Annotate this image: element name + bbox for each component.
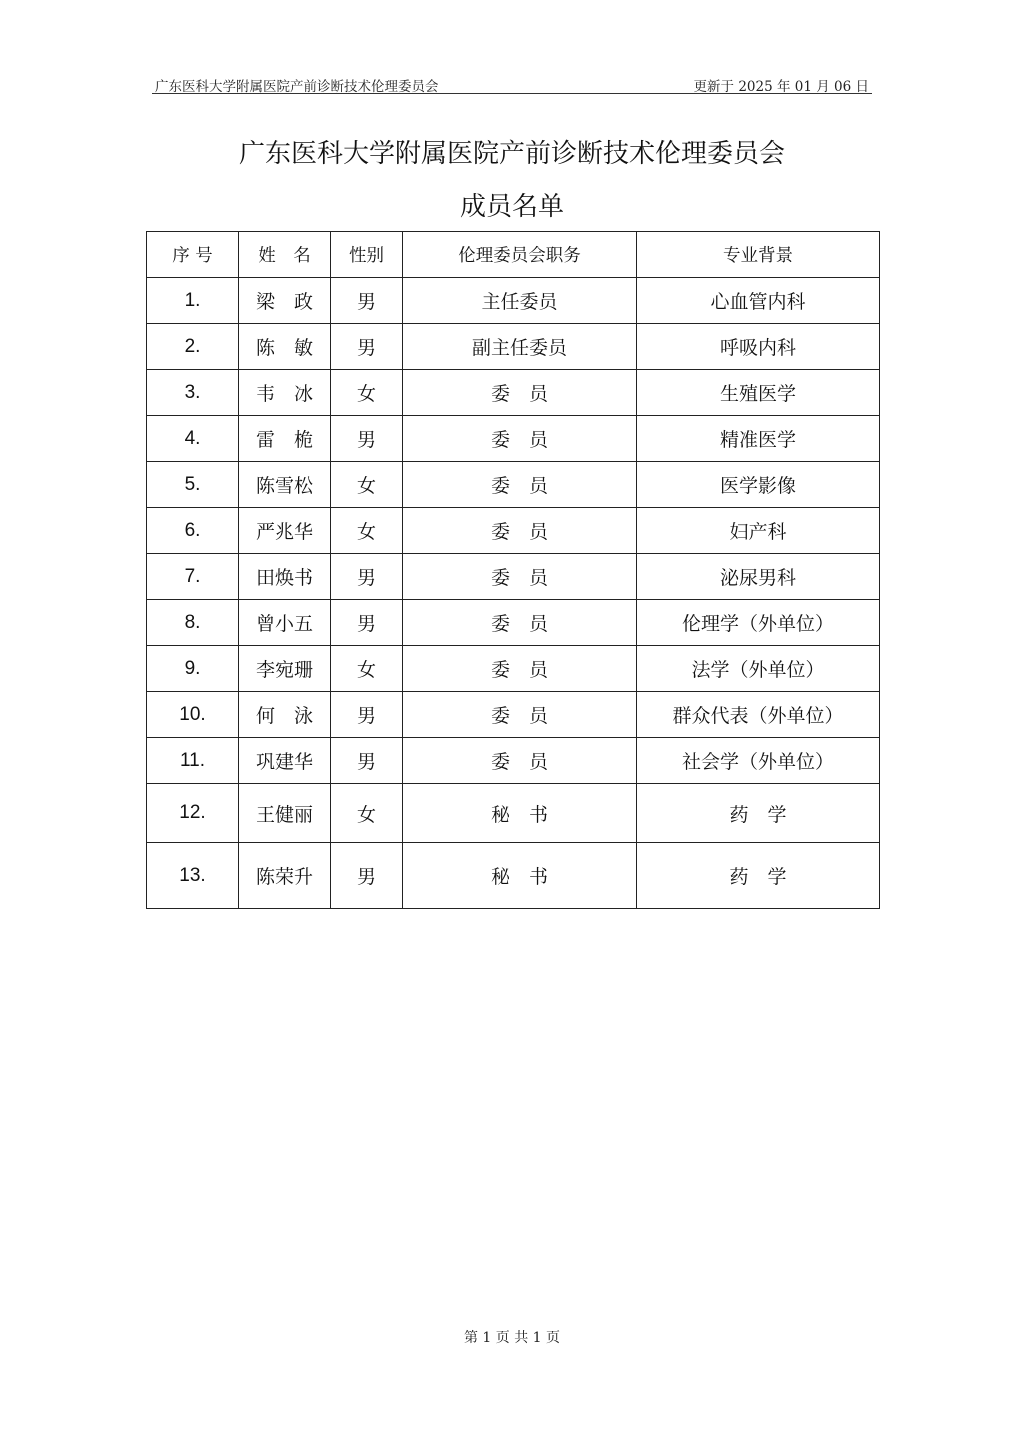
member-background: 法学（外单位）	[637, 646, 880, 692]
member-role: 秘 书	[403, 784, 637, 843]
member-background: 心血管内科	[637, 278, 880, 324]
table-row	[147, 416, 880, 462]
member-gender: 男	[331, 738, 403, 784]
row-number: 11.	[147, 738, 239, 784]
member-name: 曾小五	[239, 600, 331, 646]
member-name: 陈荣升	[239, 843, 331, 909]
member-name: 巩建华	[239, 738, 331, 784]
member-gender: 男	[331, 600, 403, 646]
member-gender: 男	[331, 554, 403, 600]
member-gender: 男	[331, 692, 403, 738]
row-number: 5.	[147, 462, 239, 508]
member-gender: 男	[331, 843, 403, 909]
header-gender: 性别	[331, 232, 403, 278]
member-background: 呼吸内科	[637, 324, 880, 370]
member-role: 委 员	[403, 600, 637, 646]
member-gender: 男	[331, 416, 403, 462]
row-number: 3.	[147, 370, 239, 416]
member-gender: 女	[331, 370, 403, 416]
document-title: 广东医科大学附属医院产前诊断技术伦理委员会	[238, 139, 785, 169]
member-roster-table	[146, 231, 880, 909]
member-name: 王健丽	[239, 784, 331, 843]
page-header	[152, 74, 872, 94]
row-number: 2.	[147, 324, 239, 370]
table-row	[147, 784, 880, 843]
header-number: 序 号	[147, 232, 239, 278]
member-background: 群众代表（外单位）	[637, 692, 880, 738]
member-background: 泌尿男科	[637, 554, 880, 600]
document-subtitle: 成员名单	[459, 192, 564, 222]
member-name: 何 泳	[239, 692, 331, 738]
row-number: 8.	[147, 600, 239, 646]
table-row	[147, 692, 880, 738]
row-number: 13.	[147, 843, 239, 909]
table-row	[147, 600, 880, 646]
member-background: 药 学	[637, 784, 880, 843]
table-row	[147, 370, 880, 416]
member-gender: 男	[331, 278, 403, 324]
member-name: 梁 政	[239, 278, 331, 324]
row-number: 10.	[147, 692, 239, 738]
member-role: 秘 书	[403, 843, 637, 909]
table-row	[147, 646, 880, 692]
page-number: 第 1 页 共 1 页	[463, 1330, 561, 1346]
row-number: 7.	[147, 554, 239, 600]
table-row	[147, 324, 880, 370]
member-background: 药 学	[637, 843, 880, 909]
table-row	[147, 738, 880, 784]
member-background: 精准医学	[637, 416, 880, 462]
row-number: 4.	[147, 416, 239, 462]
header-organization: 广东医科大学附属医院产前诊断技术伦理委员会	[155, 79, 439, 95]
member-role: 委 员	[403, 462, 637, 508]
member-background: 伦理学（外单位）	[637, 600, 880, 646]
member-role: 委 员	[403, 646, 637, 692]
table-row	[147, 508, 880, 554]
row-number: 6.	[147, 508, 239, 554]
member-role: 委 员	[403, 416, 637, 462]
header-updated-date: 更新于 2025 年 01 月 06 日	[693, 79, 869, 95]
member-role: 委 员	[403, 738, 637, 784]
member-role: 委 员	[403, 370, 637, 416]
member-background: 妇产科	[637, 508, 880, 554]
table-row	[147, 278, 880, 324]
member-background: 医学影像	[637, 462, 880, 508]
header-background: 专业背景	[637, 232, 880, 278]
member-name: 严兆华	[239, 508, 331, 554]
header-role: 伦理委员会职务	[403, 232, 637, 278]
member-role: 委 员	[403, 508, 637, 554]
member-role: 主任委员	[403, 278, 637, 324]
table-row	[147, 843, 880, 909]
member-name: 田焕书	[239, 554, 331, 600]
member-background: 社会学（外单位）	[637, 738, 880, 784]
table-row	[147, 462, 880, 508]
member-gender: 男	[331, 324, 403, 370]
member-name: 陈雪松	[239, 462, 331, 508]
row-number: 1.	[147, 278, 239, 324]
member-name: 李宛珊	[239, 646, 331, 692]
member-gender: 女	[331, 784, 403, 843]
member-name: 雷 桅	[239, 416, 331, 462]
header-name: 姓 名	[239, 232, 331, 278]
member-role: 委 员	[403, 692, 637, 738]
member-name: 陈 敏	[239, 324, 331, 370]
member-gender: 女	[331, 508, 403, 554]
row-number: 9.	[147, 646, 239, 692]
table-row	[147, 554, 880, 600]
member-background: 生殖医学	[637, 370, 880, 416]
row-number: 12.	[147, 784, 239, 843]
table-header-row	[147, 232, 880, 278]
member-name: 韦 冰	[239, 370, 331, 416]
member-role: 委 员	[403, 554, 637, 600]
member-gender: 女	[331, 462, 403, 508]
member-role: 副主任委员	[403, 324, 637, 370]
member-gender: 女	[331, 646, 403, 692]
